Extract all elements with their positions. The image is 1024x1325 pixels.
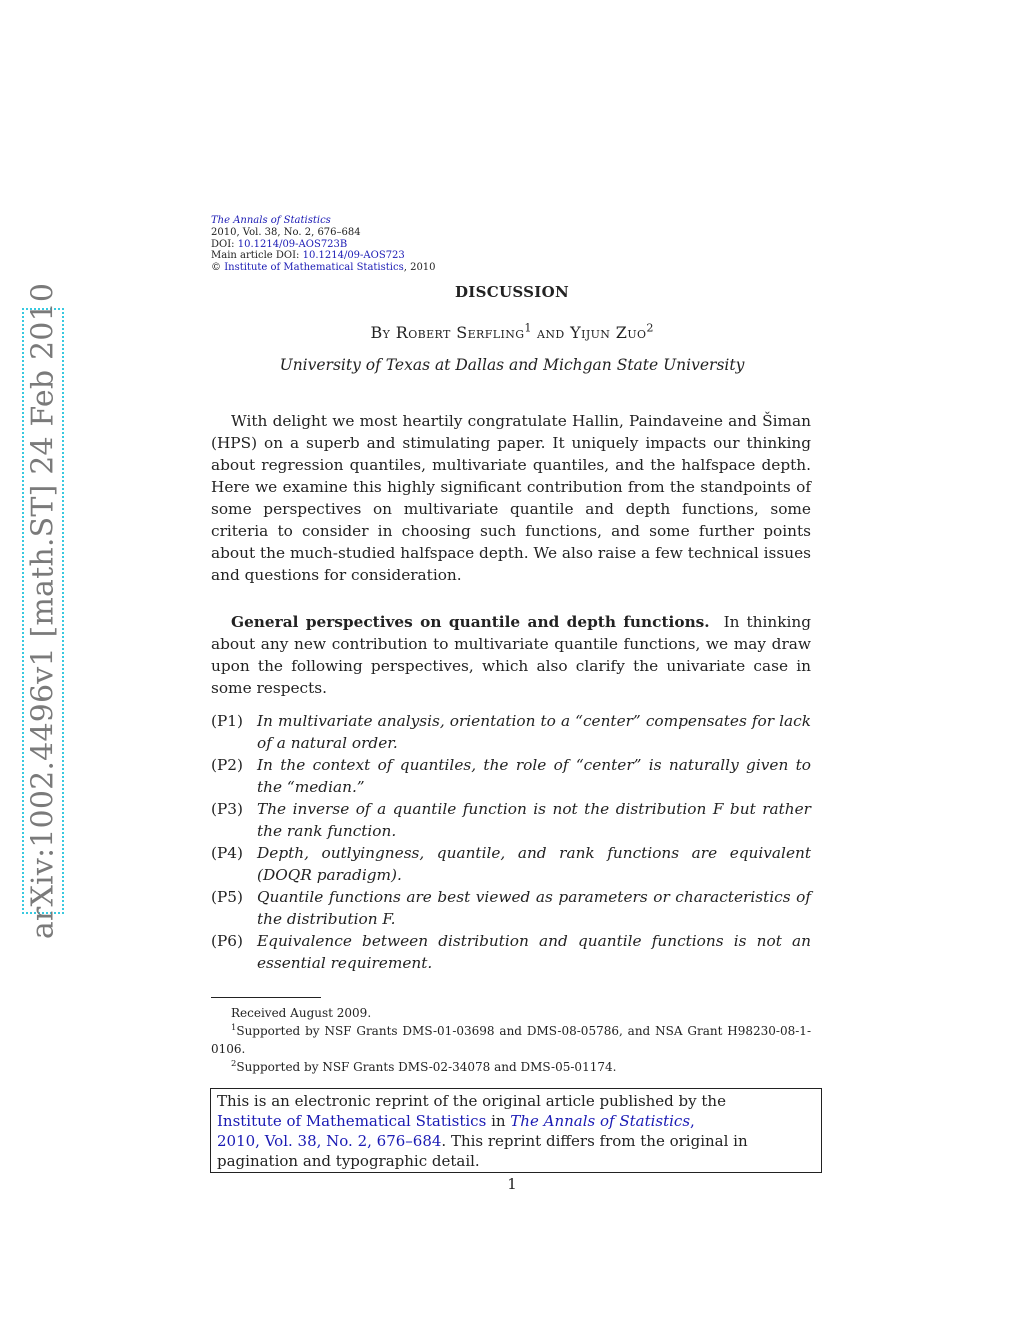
list-item-text: In multivariate analysis, orientation to a “center” compensates for lack of a natural order. — [257, 712, 811, 752]
list-item-text: The inverse of a quantile function is not the distribution F but rather the rank function. — [257, 800, 811, 840]
arxiv-identifier: arXiv:1002.4496v1 [math.ST] 24 Feb 2010 — [25, 282, 61, 940]
copyright-line — [211, 262, 436, 274]
reprint-line-3 — [217, 1131, 815, 1171]
footnote-1 — [211, 1022, 811, 1058]
affiliation: University of Texas at Dallas and Michgan State University — [279, 356, 745, 374]
by-label: By — [370, 323, 396, 342]
received-note: Received August 2009. — [231, 1006, 372, 1020]
reprint-line-2 — [217, 1111, 815, 1131]
author-line — [0, 323, 1024, 342]
author-1-footnote-mark: 1 — [524, 321, 532, 335]
reprint-in: in — [486, 1112, 511, 1130]
list-item-text: Depth, outlyingness, quantile, and rank functions are equivalent (DOQR paradigm). — [257, 844, 811, 884]
journal-link[interactable]: The Annals of Statistics — [211, 215, 331, 226]
copyright-year: , 2010 — [403, 262, 436, 274]
journal-header — [211, 215, 436, 274]
author-1: Robert Serfling — [395, 323, 525, 342]
list-item-label: (P1) — [211, 712, 243, 730]
list-item — [211, 930, 811, 974]
reprint-citation-link[interactable]: 2010, Vol. 38, No. 2, 676–684 — [217, 1132, 442, 1150]
perspectives-list — [211, 710, 811, 974]
footnotes — [211, 1004, 811, 1076]
paper-title: DISCUSSION — [454, 283, 569, 301]
footnote-1-text: Supported by NSF Grants DMS-01-03698 and DMS-08-05786, and NSA Grant H98230-08-1-0106. — [211, 1024, 811, 1056]
list-item-label: (P3) — [211, 800, 243, 818]
footnote-2-mark: 2 — [231, 1058, 237, 1068]
list-item — [211, 842, 811, 886]
list-item — [211, 798, 811, 842]
main-doi-line — [211, 250, 436, 262]
list-item — [211, 886, 811, 930]
publisher-link[interactable]: Institute of Mathematical Statistics — [224, 262, 404, 274]
list-item-text: In the context of quantiles, the role of “center” is naturally given to the “median.” — [257, 756, 811, 796]
footnote-2 — [211, 1058, 811, 1076]
doi-label: DOI: — [211, 238, 238, 250]
reprint-comma: , — [690, 1112, 695, 1130]
main-doi-label: Main article DOI: — [211, 250, 303, 262]
list-item-label: (P5) — [211, 888, 243, 906]
copyright-icon: © — [211, 262, 221, 274]
section-heading: General perspectives on quantile and depth functions. — [231, 613, 710, 631]
list-item-text: Quantile functions are best viewed as parameters or characteristics of the distribution F. — [257, 888, 811, 928]
list-item-text: Equivalence between distribution and quantile functions is not an essential requirement. — [257, 932, 811, 972]
doi-link[interactable]: 10.1214/09-AOS723B — [237, 238, 348, 250]
main-doi-link[interactable]: 10.1214/09-AOS723 — [302, 250, 405, 262]
page-number: 1 — [507, 1175, 517, 1193]
arxiv-sidebar-stamp — [22, 282, 64, 940]
list-item-label: (P6) — [211, 932, 243, 950]
intro-paragraph: With delight we most heartily congratulate Hallin, Paindaveine and Šiman (HPS) on a superb and stimulating paper. It uniquely impacts our thinking about regression quantiles, multivariate quantiles, and the halfspace depth. Here we examine this highly significant contribution from the standpoints of some perspectives on multivariate quantile and depth functions, some criteria to consider in choosing such functions, and some further points about the much-studied halfspace depth. We also raise a few technical issues and questions for consideration. — [211, 412, 811, 584]
section-text: In thinking about any new contribution to multivariate quantile functions, we may draw upon the following perspectives, which also clarify the univariate case in some respects. — [211, 613, 811, 697]
author-2: Yijun Zuo — [570, 323, 647, 342]
reprint-line-1: This is an electronic reprint of the original article published by the — [217, 1092, 726, 1110]
footnote-1-mark: 1 — [231, 1022, 237, 1032]
reprint-publisher-link[interactable]: Institute of Mathematical Statistics — [217, 1112, 487, 1130]
doi-line — [211, 239, 436, 251]
list-item-label: (P4) — [211, 844, 243, 862]
list-item — [211, 754, 811, 798]
list-item — [211, 710, 811, 754]
footnote-2-text: Supported by NSF Grants DMS-02-34078 and DMS-05-01174. — [236, 1060, 617, 1074]
author-2-footnote-mark: 2 — [646, 321, 654, 335]
and-label: and — [531, 323, 571, 342]
footnote-divider — [211, 997, 321, 998]
reprint-journal-link[interactable]: The Annals of Statistics — [510, 1112, 691, 1130]
list-item-label: (P2) — [211, 756, 243, 774]
volume-line: 2010, Vol. 38, No. 2, 676–684 — [211, 226, 361, 238]
reprint-rest: . This reprint differs from the original in pagination and typographic detail. — [217, 1132, 748, 1170]
section-paragraph — [211, 611, 811, 699]
reprint-notice-box — [210, 1088, 822, 1173]
